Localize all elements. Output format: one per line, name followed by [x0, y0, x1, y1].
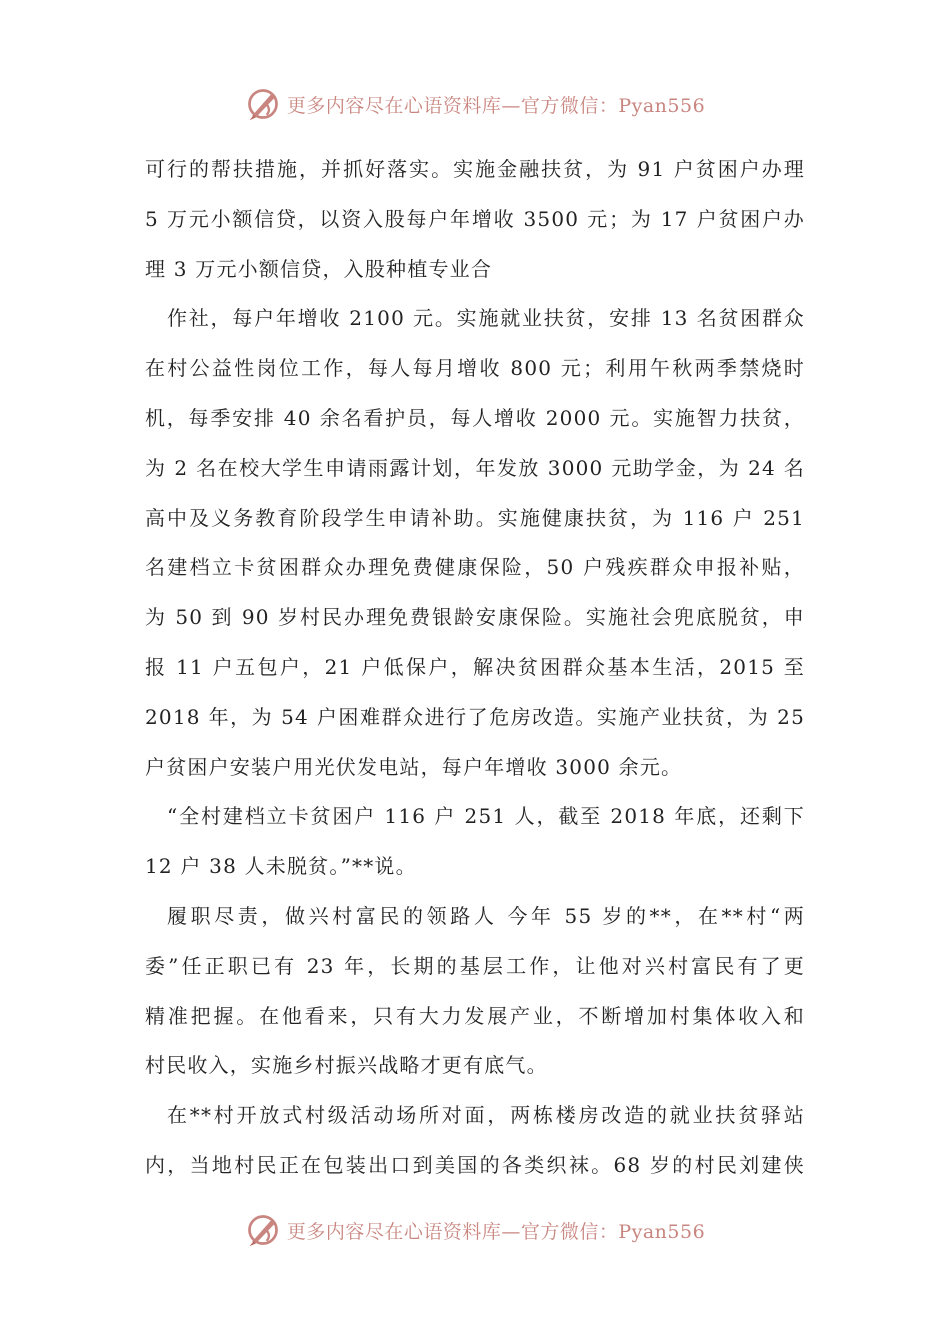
header-banner	[0, 82, 950, 126]
body-line: “全村建档立卡贫困户 116 户 251 人，截至 2018 年底，还剩下	[167, 804, 805, 829]
body-line: 理 3 万元小额信贷，入股种植专业合	[145, 256, 493, 281]
body-line: 高中及义务教育阶段学生申请补助。实施健康扶贫，为 116 户 251	[145, 505, 805, 530]
body-line: 可行的帮扶措施，并抓好落实。实施金融扶贫，为 91 户贫困户办理	[145, 157, 805, 181]
body-line: 作社，每户年增收 2100 元。实施就业扶贫，安排 13 名贫困群众	[167, 306, 805, 331]
body-line: 户贫困户安装户用光伏发电站，每户年增收 3000 余元。	[145, 754, 683, 779]
body-line: 委”任正职已有 23 年，长期的基层工作，让他对兴村富民有了更	[145, 953, 805, 978]
body-line: 履职尽责，做兴村富民的领路人 今年 55 岁的**，在**村“两	[167, 903, 805, 928]
body-line: 为 2 名在校大学生申请雨露计划，年发放 3000 元助学金，为 24 名	[145, 455, 805, 480]
body-line: 报 11 户五包户，21 户低保户，解决贫困群众基本生活，2015 至	[145, 654, 805, 679]
body-line: 12 户 38 人未脱贫。”**说。	[145, 854, 417, 879]
body-line: 5 万元小额信贷，以资入股每户年增收 3500 元；为 17 户贫困户办	[145, 206, 805, 231]
body-line: 在村公益性岗位工作，每人每月增收 800 元；利用午秋两季禁烧时	[145, 356, 805, 381]
fountain-pen-logo-icon	[245, 1212, 281, 1248]
body-line: 机，每季安排 40 余名看护员，每人增收 2000 元。实施智力扶贫，	[145, 405, 805, 430]
body-line: 名建档立卡贫困群众办理免费健康保险，50 户残疾群众申报补贴，	[145, 555, 805, 580]
body-line: 在**村开放式村级活动场所对面，两栋楼房改造的就业扶贫驿站	[167, 1103, 805, 1128]
fountain-pen-logo-icon	[245, 86, 281, 122]
body-line: 村民收入，实施乡村振兴战略才更有底气。	[145, 1053, 548, 1078]
footer-banner-text: 更多内容尽在心语资料库—官方微信：Pyan556	[286, 1220, 706, 1243]
body-line: 精准把握。在他看来，只有大力发展产业，不断增加村集体收入和	[145, 1003, 805, 1028]
body-line: 2018 年，为 54 户困难群众进行了危房改造。实施产业扶贫，为 25	[145, 704, 805, 729]
document-body	[145, 145, 805, 1191]
body-line: 内，当地村民正在包装出口到美国的各类织袜。68 岁的村民刘建侠	[145, 1152, 805, 1177]
footer-banner	[0, 1208, 950, 1252]
header-banner-text: 更多内容尽在心语资料库—官方微信：Pyan556	[286, 94, 706, 117]
body-line: 为 50 到 90 岁村民办理免费银龄安康保险。实施社会兜底脱贫，申	[145, 605, 805, 630]
